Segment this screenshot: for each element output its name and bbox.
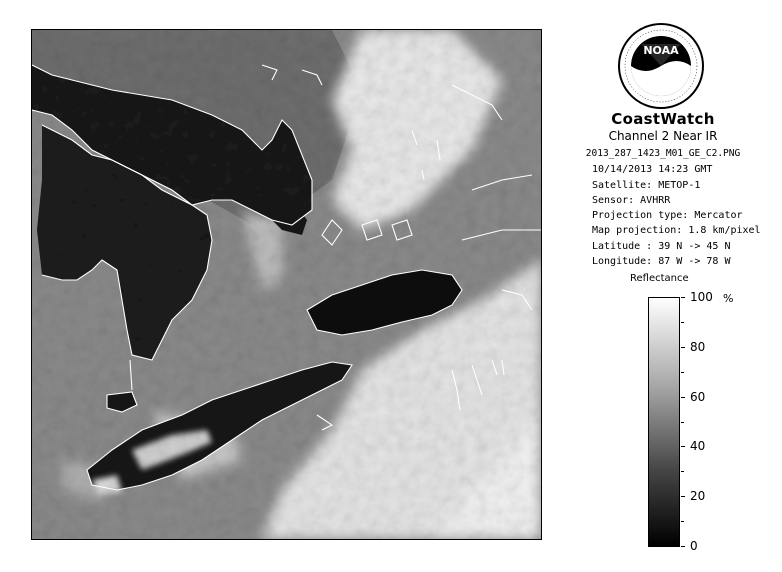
channel-subtitle: Channel 2 Near IR bbox=[608, 129, 718, 143]
colorbar-tick bbox=[681, 446, 685, 447]
colorbar-minor-tick bbox=[681, 322, 684, 323]
satellite-image bbox=[31, 29, 542, 540]
colorbar-minor-tick bbox=[681, 372, 684, 373]
colorbar-tick bbox=[681, 397, 685, 398]
app-title: CoastWatch bbox=[611, 110, 715, 128]
longitude-label: Longitude: 87 W -> 78 W bbox=[592, 256, 731, 267]
satellite-label: Satellite: METOP-1 bbox=[592, 180, 701, 191]
colorbar-tick bbox=[681, 496, 685, 497]
colorbar-minor-tick bbox=[681, 471, 684, 472]
colorbar-tick-label: 20 bbox=[690, 489, 706, 503]
colorbar-tick-label: 100 bbox=[690, 290, 713, 304]
colorbar-minor-tick bbox=[681, 422, 684, 423]
logo-text: NOAA bbox=[643, 44, 679, 57]
latitude-label: Latitude : 39 N -> 45 N bbox=[592, 241, 731, 252]
colorbar-tick bbox=[681, 546, 685, 547]
colorbar-tick bbox=[681, 347, 685, 348]
colorbar-minor-tick bbox=[681, 521, 684, 522]
colorbar-tick-label: 40 bbox=[690, 439, 706, 453]
sensor-label: Sensor: AVHRR bbox=[592, 195, 671, 206]
datetime-label: 10/14/2013 14:23 GMT bbox=[592, 164, 713, 175]
reflectance-colorbar bbox=[648, 297, 680, 547]
colorbar-title: Reflectance bbox=[630, 273, 689, 284]
colorbar-tick-label: 60 bbox=[690, 390, 706, 404]
projection-type-label: Projection type: Mercator bbox=[592, 210, 743, 221]
colorbar-tick bbox=[681, 297, 685, 298]
colorbar-tick-label: 80 bbox=[690, 340, 706, 354]
colorbar-unit: % bbox=[723, 292, 734, 305]
colorbar-tick-label: 0 bbox=[690, 539, 698, 553]
filename-label: 2013_287_1423_M01_GE_C2.PNG bbox=[585, 148, 741, 159]
noaa-logo bbox=[617, 22, 705, 110]
map-projection-label: Map projection: 1.8 km/pixel bbox=[592, 225, 761, 236]
